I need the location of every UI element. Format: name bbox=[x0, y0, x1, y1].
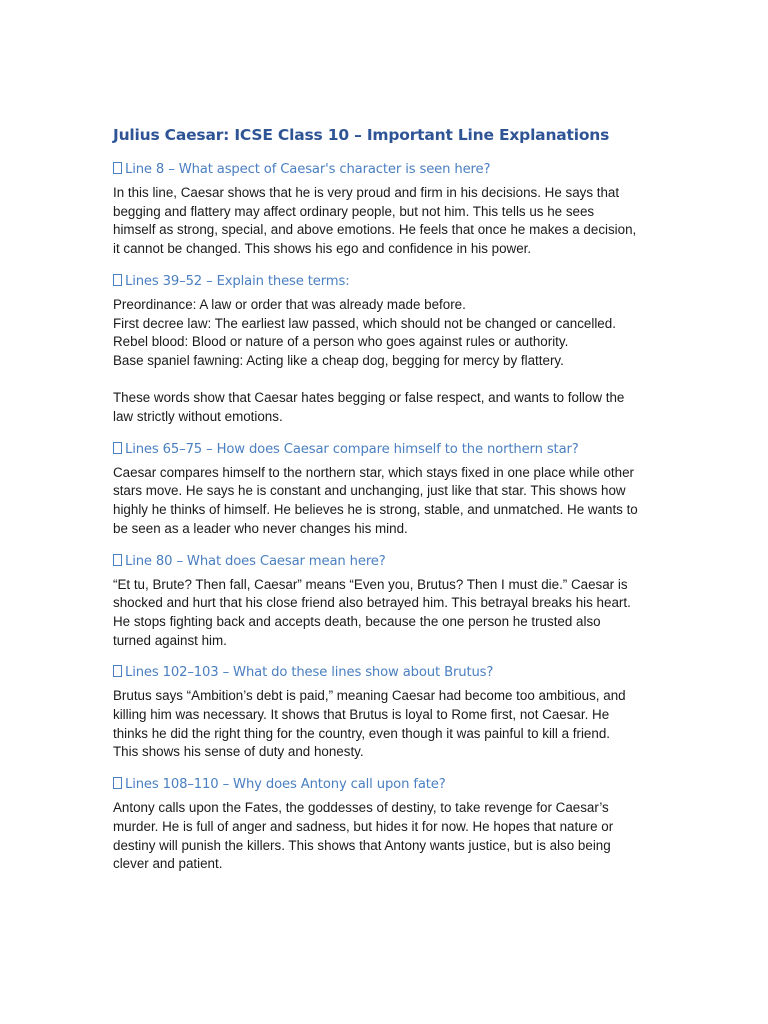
section-paragraph: “Et tu, Brute? Then fall, Caesar” means “Even you, Brutus? Then I must die.” Caesar is shocked and hurt that his close friend also betrayed him. This betrayal breaks his heart. He stops fighting back and accepts death, because the one person he trusted also turned against him. bbox=[113, 576, 631, 648]
section-line-80 bbox=[113, 552, 658, 651]
missing-glyph-icon bbox=[113, 665, 122, 677]
missing-glyph-icon bbox=[113, 777, 122, 789]
section-lines-102-103 bbox=[113, 663, 658, 762]
section-lines-108-110 bbox=[113, 775, 658, 874]
section-heading: Lines 102–103 – What do these lines show about Brutus? bbox=[113, 663, 658, 682]
section-paragraph: In this line, Caesar shows that he is very proud and firm in his decisions. He says that begging and flattery may affect ordinary people, but not him. This tells us he sees himself as strong, special, and above emotions. He feels that once he makes a decision, it cannot be changed. This shows his ego and confidence in his power. bbox=[113, 185, 637, 257]
missing-glyph-icon bbox=[113, 162, 122, 174]
missing-glyph-icon bbox=[113, 442, 122, 454]
section-paragraph: Antony calls upon the Fates, the goddesses of destiny, to take revenge for Caesar’s murder. He is full of anger and sadness, but hides it for now. He hopes that nature or destiny will punish the killers. This shows that Antony wants justice, but is also being clever and patient. bbox=[113, 800, 614, 872]
section-paragraph: Brutus says “Ambition’s debt is paid,” meaning Caesar had become too ambitious, and killing him was necessary. It shows that Brutus is loyal to Rome first, not Caesar. He thinks he did the right thing for the country, even though it was painful to kill a friend. This shows his sense of duty and honesty. bbox=[113, 688, 626, 760]
document-title: Julius Caesar: ICSE Class 10 – Important Line Explanations bbox=[113, 126, 610, 144]
section-heading: Line 80 – What does Caesar mean here? bbox=[113, 552, 658, 571]
section-lines-39-52 bbox=[113, 272, 658, 427]
section-paragraph: Preordinance: A law or order that was already made before. First decree law: The earliest law passed, which should not be changed or cancelled. Rebel blood: Blood or nature of a person who goes against rules or authority. Base spaniel fawning: Acting like a cheap dog, begging for mercy by flattery. These words show that Caesar hates begging or false respect, and wants to follow the law strictly without emotions. bbox=[113, 296, 658, 427]
document-page bbox=[113, 124, 658, 887]
section-lines-65-75 bbox=[113, 440, 658, 539]
section-paragraph: Caesar compares himself to the northern star, which stays fixed in one place while other stars move. He says he is constant and unchanging, just like that star. This shows how highly he thinks of himself. He believes he is strong, stable, and unmatched. He wants to be seen as a leader who never changes his mind. bbox=[113, 464, 638, 536]
missing-glyph-icon bbox=[113, 274, 122, 286]
section-heading: Lines 108–110 – Why does Antony call upon fate? bbox=[113, 775, 658, 794]
paragraph-gap bbox=[113, 371, 658, 390]
section-heading: Lines 39–52 – Explain these terms: bbox=[113, 272, 658, 291]
section-line-8 bbox=[113, 160, 658, 259]
missing-glyph-icon bbox=[113, 554, 122, 566]
section-heading: Line 8 – What aspect of Caesar's character is seen here? bbox=[113, 160, 658, 179]
section-heading: Lines 65–75 – How does Caesar compare himself to the northern star? bbox=[113, 440, 658, 459]
